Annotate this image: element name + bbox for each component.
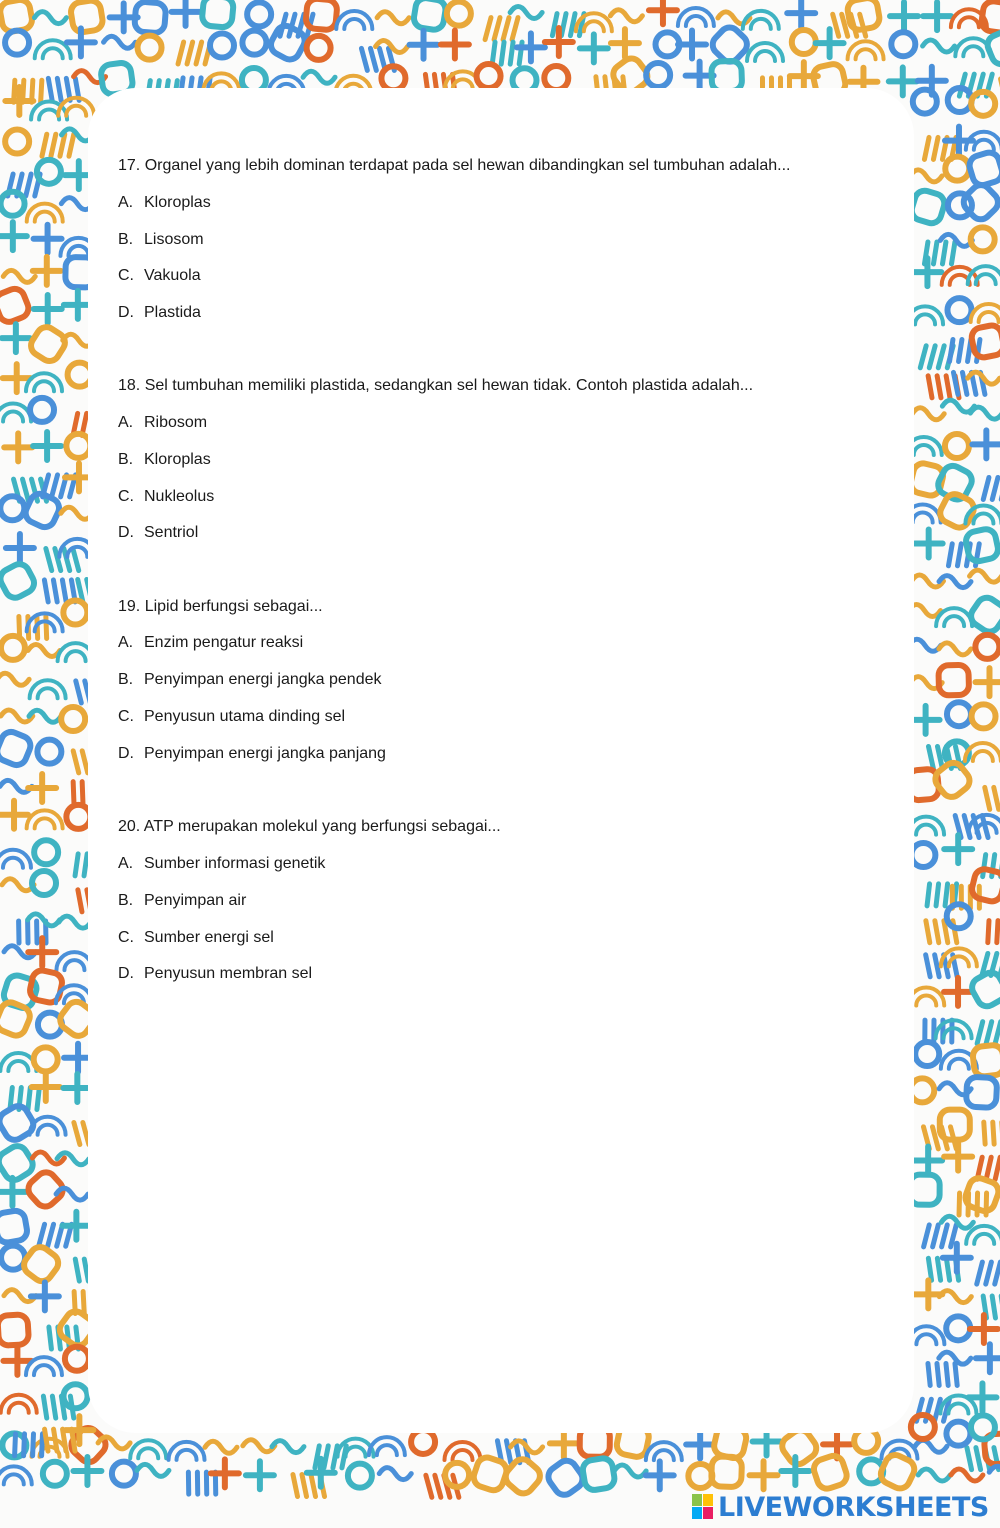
- option-letter: A.: [118, 855, 134, 872]
- option-letter: C.: [118, 708, 134, 725]
- option-text: Penyusun membran sel: [144, 965, 313, 982]
- q20-option-d[interactable]: [118, 964, 312, 984]
- option-letter: B.: [118, 671, 134, 688]
- option-letter: D.: [118, 745, 134, 762]
- option-letter: A.: [118, 634, 134, 651]
- option-text: Penyimpan air: [144, 892, 247, 909]
- q20-option-c[interactable]: [118, 928, 274, 948]
- q19-option-d[interactable]: [118, 744, 386, 764]
- q18-option-d[interactable]: [118, 523, 198, 543]
- option-letter: D.: [118, 524, 134, 541]
- option-text: Penyimpan energi jangka panjang: [144, 745, 386, 762]
- q19-option-b[interactable]: [118, 670, 382, 690]
- question-19: 19. Lipid berfungsi sebagai...: [118, 598, 323, 615]
- option-text: Nukleolus: [144, 488, 215, 505]
- option-text: Kloroplas: [144, 451, 211, 468]
- q19-option-a[interactable]: [118, 633, 303, 653]
- option-text: Kloroplas: [144, 194, 211, 211]
- option-letter: C.: [118, 488, 134, 505]
- option-text: Enzim pengatur reaksi: [144, 634, 304, 651]
- option-text: Sumber energi sel: [144, 929, 274, 946]
- q20-option-b[interactable]: [118, 891, 246, 911]
- option-letter: D.: [118, 965, 134, 982]
- option-letter: A.: [118, 414, 134, 431]
- option-text: Vakuola: [144, 267, 201, 284]
- q17-option-a[interactable]: [118, 193, 211, 213]
- question-20: 20. ATP merupakan molekul yang berfungsi sebagai...: [118, 818, 501, 835]
- option-letter: B.: [118, 451, 134, 468]
- option-letter: C.: [118, 929, 134, 946]
- q19-option-c[interactable]: [118, 707, 345, 727]
- option-text: Lisosom: [144, 231, 204, 248]
- q17-option-c[interactable]: [118, 266, 201, 286]
- question-17: 17. Organel yang lebih dominan terdapat pada sel hewan dibandingkan sel tumbuhan adalah...: [118, 157, 791, 174]
- q18-option-b[interactable]: [118, 450, 211, 470]
- option-letter: D.: [118, 304, 134, 321]
- option-letter: B.: [118, 231, 134, 248]
- option-text: Penyimpan energi jangka pendek: [144, 671, 382, 688]
- option-text: Sumber informasi genetik: [144, 855, 326, 872]
- liveworksheets-logo-icon: [692, 1494, 714, 1520]
- brand-name: LIVEWORKSHEETS: [718, 1491, 989, 1523]
- q17-option-b[interactable]: [118, 230, 204, 250]
- option-text: Sentriol: [144, 524, 199, 541]
- option-letter: A.: [118, 194, 134, 211]
- liveworksheets-logo[interactable]: [692, 1490, 989, 1524]
- q17-option-d[interactable]: [118, 303, 201, 323]
- q18-option-c[interactable]: [118, 487, 214, 507]
- q18-option-a[interactable]: [118, 413, 207, 433]
- option-text: Ribosom: [144, 414, 208, 431]
- option-text: Plastida: [144, 304, 201, 321]
- question-18: 18. Sel tumbuhan memiliki plastida, sedangkan sel hewan tidak. Contoh plastida adalah...: [118, 377, 754, 394]
- option-text: Penyusun utama dinding sel: [144, 708, 346, 725]
- option-letter: C.: [118, 267, 134, 284]
- option-letter: B.: [118, 892, 134, 909]
- q20-option-a[interactable]: [118, 854, 325, 874]
